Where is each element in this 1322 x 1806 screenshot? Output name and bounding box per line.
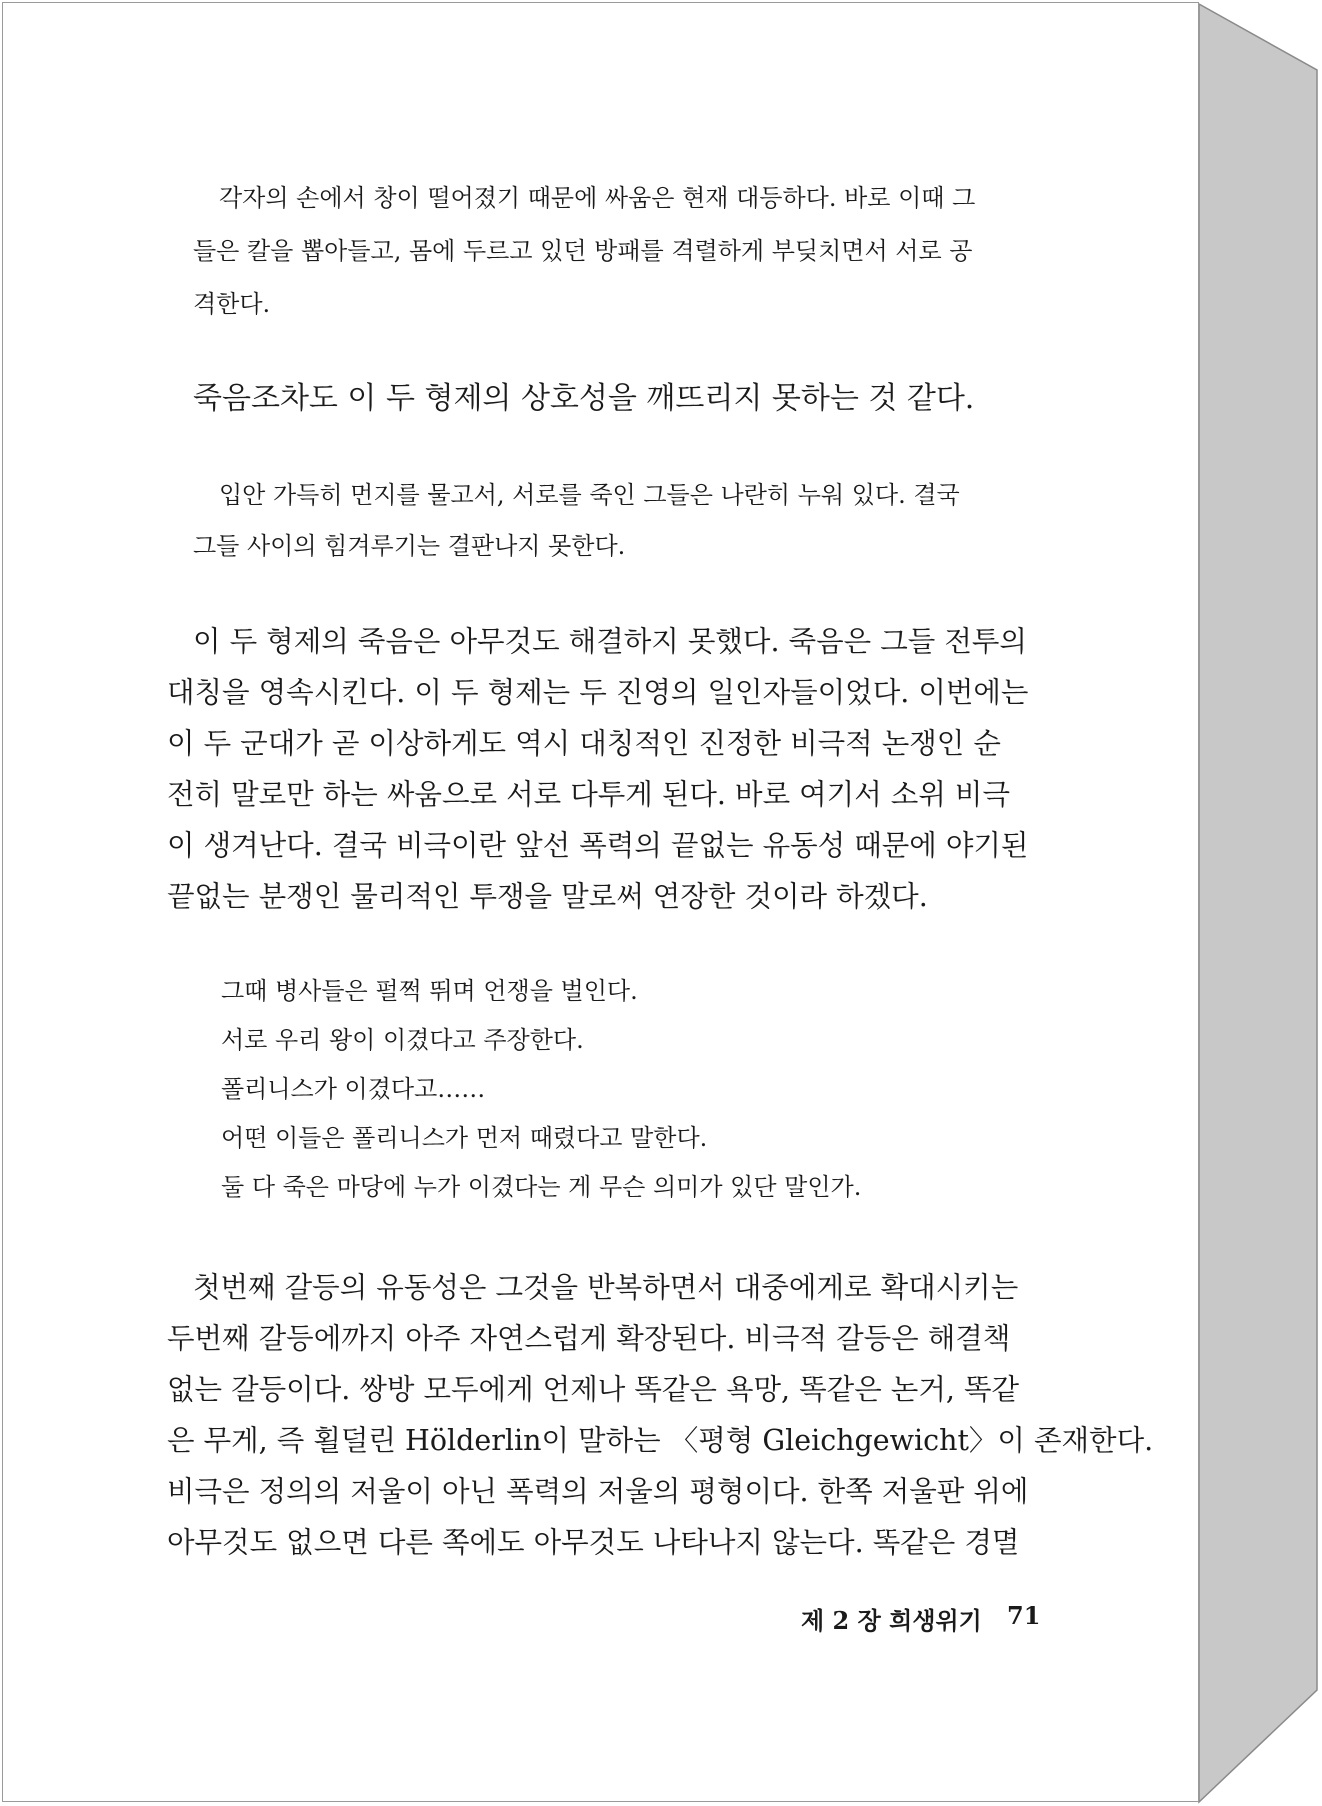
verse-line: 그때 병사들은 펄쩍 뛰며 언쟁을 벌인다. xyxy=(221,977,638,1005)
quote-line: 그들 사이의 힘겨루기는 결판나지 못한다. xyxy=(193,532,626,560)
verse-line: 둘 다 죽은 마당에 누가 이겼다는 게 무슨 의미가 있단 말인가. xyxy=(221,1173,862,1201)
body-line: 비극은 정의의 저울이 아닌 폭력의 저울의 평형이다. 한쪽 저울판 위에 xyxy=(167,1475,1029,1508)
body-line: 첫번째 갈등의 유동성은 그것을 반복하면서 대중에게로 확대시키는 xyxy=(193,1271,1019,1304)
verse-line: 어떤 이들은 폴리니스가 먼저 때렸다고 말한다. xyxy=(221,1124,708,1152)
quote-line: 각자의 손에서 창이 떨어졌기 때문에 싸움은 현재 대등하다. 바로 이때 그 xyxy=(219,184,976,212)
body-line: 없는 갈등이다. 쌍방 모두에게 언제나 똑같은 욕망, 똑같은 논거, 똑같 xyxy=(167,1373,1020,1406)
body-line: 이 두 형제의 죽음은 아무것도 해결하지 못했다. 죽음은 그들 전투의 xyxy=(193,625,1027,658)
page-number: 71 xyxy=(1007,1601,1041,1630)
body-line: 대칭을 영속시킨다. 이 두 형제는 두 진영의 일인자들이었다. 이번에는 xyxy=(167,676,1029,709)
quote-line: 격한다. xyxy=(193,290,271,318)
body-line: 은 무게, 즉 횔덜린 Hölderlin이 말하는 〈평형 Gleichgewicht〉이 존재한다. xyxy=(167,1424,1154,1457)
body-line: 이 생겨난다. 결국 비극이란 앞선 폭력의 끝없는 유동성 때문에 야기된 xyxy=(167,829,1029,862)
quote-line: 들은 칼을 뽑아들고, 몸에 두르고 있던 방패를 격렬하게 부딪치면서 서로 공 xyxy=(193,237,973,265)
body-line: 전히 말로만 하는 싸움으로 서로 다투게 된다. 바로 여기서 소위 비극 xyxy=(167,778,1010,811)
body-line: 두번째 갈등에까지 아주 자연스럽게 확장된다. 비극적 갈등은 해결책 xyxy=(167,1322,1011,1355)
body-line: 이 두 군대가 곧 이상하게도 역시 대칭적인 진정한 비극적 논쟁인 순 xyxy=(167,727,1001,760)
body-line: 아무것도 없으면 다른 쪽에도 아무것도 나타나지 않는다. 똑같은 경멸 xyxy=(167,1526,1020,1559)
quote-line: 입안 가득히 먼지를 물고서, 서로를 죽인 그들은 나란히 누워 있다. 결국 xyxy=(219,481,960,509)
book-page xyxy=(2,2,1199,1802)
verse-line: 서로 우리 왕이 이겼다고 주장한다. xyxy=(221,1026,584,1054)
lead-sentence: 죽음조차도 이 두 형제의 상호성을 깨뜨리지 못하는 것 같다. xyxy=(193,381,975,416)
body-line: 끝없는 분쟁인 물리적인 투쟁을 말로써 연장한 것이라 하겠다. xyxy=(167,880,928,913)
verse-line: 폴리니스가 이겼다고…… xyxy=(221,1075,486,1103)
chapter-title: 제 2 장 희생위기 xyxy=(801,1606,982,1635)
